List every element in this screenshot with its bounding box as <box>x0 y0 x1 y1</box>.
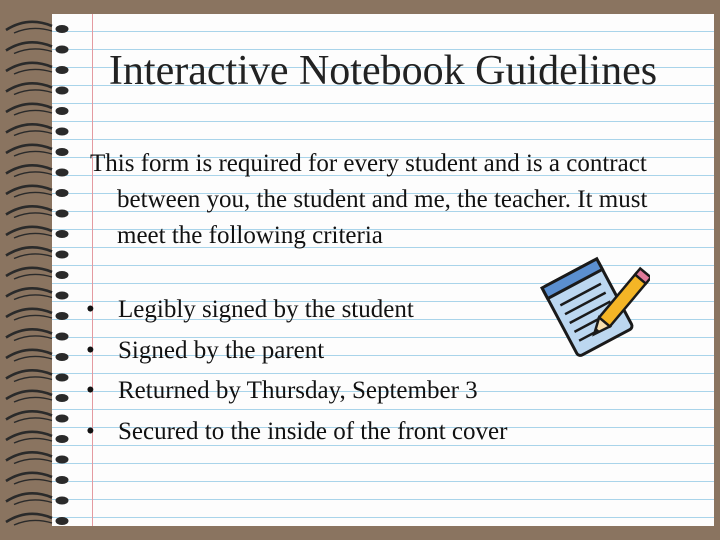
criteria-text: Returned by Thursday, September 3 <box>118 377 478 404</box>
page-title: Interactive Notebook Guidelines <box>108 48 658 94</box>
spiral-ring <box>6 452 69 463</box>
spiral-ring <box>6 165 69 176</box>
criteria-text: Legibly signed by the student <box>118 296 414 323</box>
spiral-ring <box>6 288 69 299</box>
spiral-ring <box>6 186 69 197</box>
bullet-icon: • <box>86 377 95 404</box>
spiral-ring <box>6 473 69 484</box>
spiral-ring <box>6 145 69 156</box>
criteria-text: Secured to the inside of the front cover <box>118 417 508 445</box>
bullet-icon: • <box>86 417 95 445</box>
criteria-text: Signed by the parent <box>118 336 325 364</box>
spiral-ring <box>6 104 69 115</box>
spiral-ring <box>6 22 69 33</box>
spiral-ring <box>6 206 69 217</box>
list-item <box>86 371 507 412</box>
spiral-ring <box>6 124 69 135</box>
bullet-icon: • <box>86 336 95 364</box>
spiral-ring <box>6 514 69 525</box>
spiral-ring <box>6 247 69 258</box>
spiral-ring <box>6 391 69 402</box>
intro-paragraph: This form is required for every student and is a contract between you, the student and me, the teacher. It must meet the following criteria <box>90 150 648 249</box>
spiral-ring <box>6 432 69 443</box>
spiral-ring <box>6 268 69 279</box>
criteria-list <box>86 290 507 452</box>
list-item <box>86 331 507 372</box>
spiral-ring <box>6 309 69 320</box>
bullet-icon: • <box>86 296 95 323</box>
notepad-pencil-icon <box>540 250 650 360</box>
spiral-ring <box>6 350 69 361</box>
list-item <box>86 412 507 453</box>
spiral-ring <box>6 411 69 422</box>
spiral-ring <box>6 329 69 340</box>
spiral-ring <box>6 493 69 504</box>
spiral-ring <box>6 227 69 238</box>
spiral-ring <box>6 370 69 381</box>
list-item <box>86 290 507 331</box>
